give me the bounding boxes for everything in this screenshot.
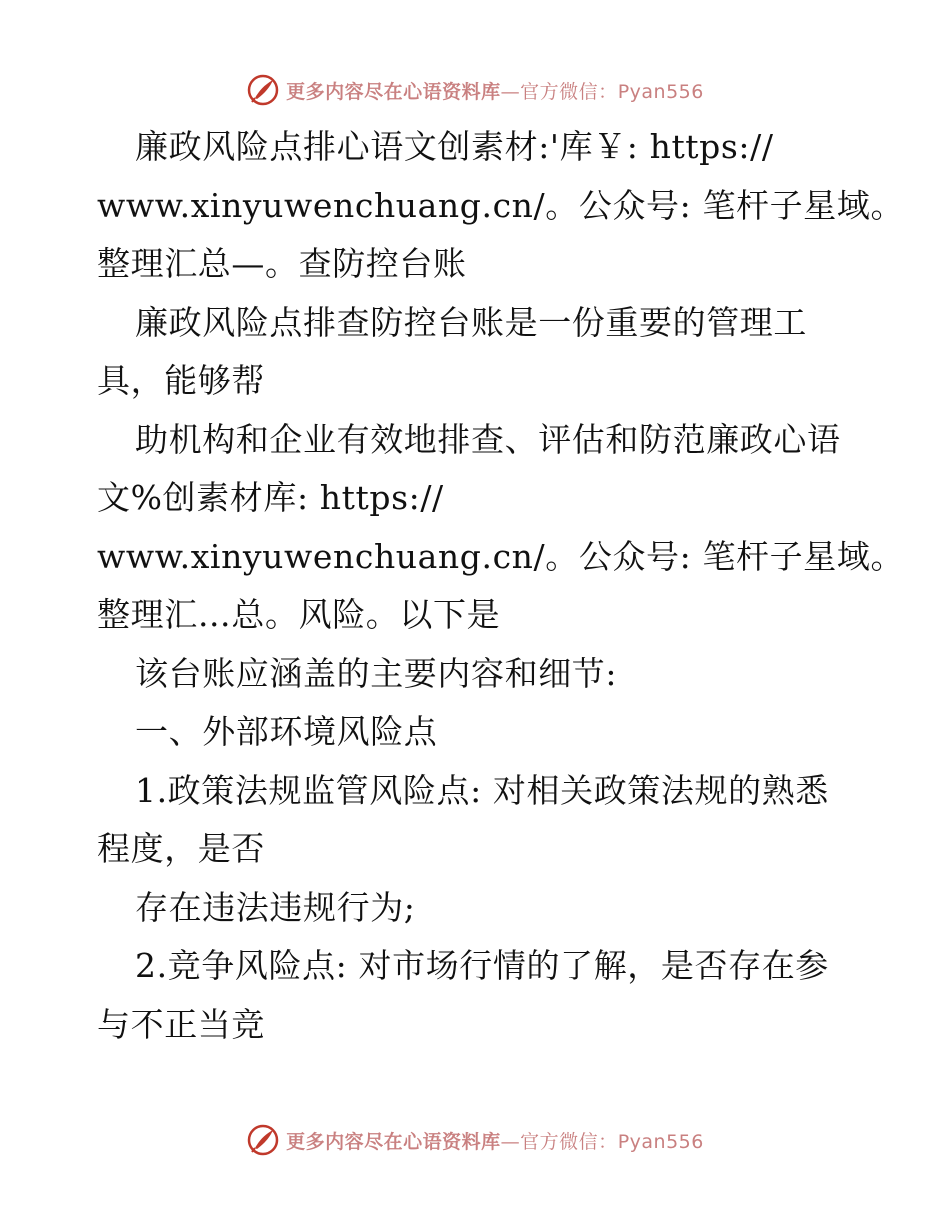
text-line-12: 1.政策法规监管风险点: 对相关政策法规的熟悉 <box>135 770 829 810</box>
text-line-3: 整理汇总—。查防控台账 <box>97 244 467 283</box>
header-watermark-banner <box>0 70 950 110</box>
banner-wechat-label: 官方微信： <box>520 80 618 103</box>
text-line-7: 文%创素材库: https:// <box>97 478 444 517</box>
banner-wechat-label: 官方微信： <box>520 1130 618 1153</box>
banner-brand: 更多内容尽在心语资料库 <box>286 80 501 103</box>
text-line-8: www.xinyuwenchuang.cn/。公众号: 笔杆子星域。 <box>97 536 905 576</box>
document-body <box>97 118 905 1054</box>
text-line-1: 廉政风险点排心语文创素材:'库￥: https:// <box>135 127 774 166</box>
banner-brand: 更多内容尽在心语资料库 <box>286 1130 501 1153</box>
text-line-10: 该台账应涵盖的主要内容和细节: <box>135 653 618 693</box>
banner-wechat-id: Pyan556 <box>617 80 704 103</box>
red-quill-logo-icon <box>246 1123 280 1157</box>
text-line-14: 存在违法违规行为; <box>135 887 416 927</box>
red-quill-logo-icon <box>246 73 280 107</box>
text-line-5: 具，能够帮 <box>97 361 265 400</box>
text-line-2: www.xinyuwenchuang.cn/。公众号: 笔杆子星域。 <box>97 185 905 225</box>
banner-dash: — <box>500 1130 521 1153</box>
text-line-4: 廉政风险点排查防控台账是一份重要的管理工 <box>135 302 807 342</box>
footer-watermark-banner <box>0 1120 950 1160</box>
text-line-13: 程度，是否 <box>97 829 265 868</box>
text-line-6: 助机构和企业有效地排查、评估和防范廉政心语 <box>135 419 841 459</box>
text-line-15: 2.竞争风险点: 对市场行情的了解，是否存在参 <box>135 946 829 985</box>
banner-dash: — <box>500 80 521 103</box>
text-line-9: 整理汇…总。风险。以下是 <box>97 595 501 634</box>
section-heading: 一、外部环境风险点 <box>135 712 438 751</box>
text-line-16: 与不正当竞 <box>97 1004 265 1044</box>
footer-banner-text <box>286 1127 704 1154</box>
header-banner-text <box>286 77 704 104</box>
banner-wechat-id: Pyan556 <box>617 1130 704 1153</box>
